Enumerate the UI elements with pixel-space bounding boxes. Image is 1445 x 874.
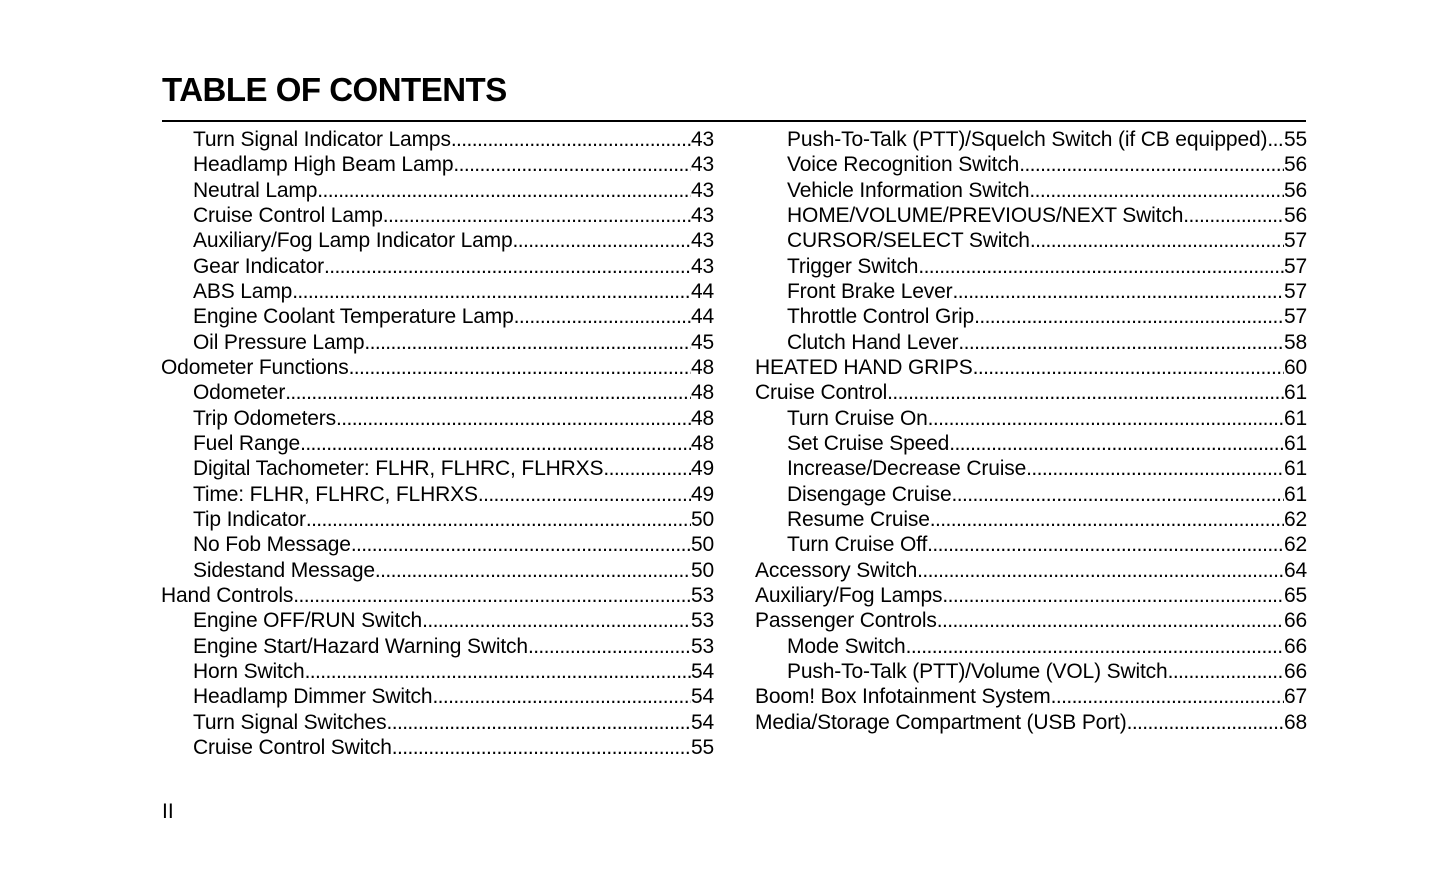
toc-entry-page: 54 bbox=[690, 659, 714, 683]
toc-entry-page: 43 bbox=[690, 178, 714, 202]
toc-section-entry[interactable] bbox=[755, 380, 1307, 405]
dot-leader bbox=[927, 532, 1284, 557]
toc-entry-page: 61 bbox=[1283, 381, 1307, 405]
toc-entry-page: 60 bbox=[1283, 355, 1307, 379]
dot-leader bbox=[451, 127, 691, 152]
toc-entry-label: Accessory Switch bbox=[755, 558, 918, 582]
toc-subsection-entry[interactable] bbox=[161, 380, 714, 405]
toc-entry-label: Cruise Control bbox=[755, 381, 888, 405]
toc-entry-label: Throttle Control Grip bbox=[787, 305, 975, 329]
toc-subsection-entry[interactable] bbox=[161, 532, 714, 557]
toc-entry-label: Boom! Box Infotainment System bbox=[755, 685, 1051, 709]
dot-leader bbox=[930, 507, 1284, 532]
toc-entry-page: 55 bbox=[690, 735, 714, 759]
dot-leader bbox=[375, 558, 691, 583]
toc-entry-label: Odometer bbox=[193, 381, 286, 405]
dot-leader bbox=[953, 279, 1284, 304]
toc-entry-label: Set Cruise Speed bbox=[787, 431, 950, 455]
toc-entry-label: Engine Start/Hazard Warning Switch bbox=[193, 634, 528, 658]
toc-entry-label: Turn Cruise Off bbox=[787, 533, 928, 557]
toc-entry-page: 48 bbox=[690, 355, 714, 379]
toc-entry-page: 56 bbox=[1283, 203, 1307, 227]
toc-subsection-entry[interactable] bbox=[161, 254, 714, 279]
toc-entry-page: 62 bbox=[1283, 533, 1307, 557]
dot-leader bbox=[293, 583, 691, 608]
dot-leader bbox=[1267, 127, 1284, 152]
dot-leader bbox=[478, 482, 691, 507]
toc-entry-page: 53 bbox=[690, 583, 714, 607]
toc-entry-label: Auxiliary/Fog Lamps bbox=[755, 583, 943, 607]
toc-entry-label: Cruise Control Switch bbox=[193, 735, 392, 759]
toc-entry-page: 43 bbox=[690, 128, 714, 151]
toc-entry-page: 66 bbox=[1283, 659, 1307, 683]
toc-subsection-entry[interactable] bbox=[161, 203, 714, 228]
toc-entry-label: Fuel Range bbox=[193, 431, 301, 455]
toc-entry-page: 57 bbox=[1283, 229, 1307, 253]
toc-subsection-entry[interactable] bbox=[161, 431, 714, 456]
toc-entry-label: No Fob Message bbox=[193, 533, 351, 557]
toc-entry-page: 48 bbox=[690, 431, 714, 455]
toc-entry-label: Hand Controls bbox=[161, 583, 294, 607]
dot-leader bbox=[349, 355, 691, 380]
dot-leader bbox=[351, 532, 691, 557]
dot-leader bbox=[514, 304, 691, 329]
toc-entry-page: 43 bbox=[690, 203, 714, 227]
toc-entry-label: Media/Storage Compartment (USB Port) bbox=[755, 710, 1127, 734]
dot-leader bbox=[528, 634, 691, 659]
toc-subsection-entry[interactable] bbox=[755, 634, 1307, 659]
dot-leader bbox=[432, 684, 691, 709]
dot-leader bbox=[1168, 659, 1284, 684]
toc-subsection-entry[interactable] bbox=[161, 304, 714, 329]
toc-subsection-entry[interactable] bbox=[755, 532, 1307, 557]
toc-entry-label: Disengage Cruise bbox=[787, 482, 952, 506]
toc-entry-page: 56 bbox=[1283, 178, 1307, 202]
dot-leader bbox=[317, 178, 691, 203]
toc-entry-label: Turn Signal Indicator Lamps bbox=[193, 128, 451, 151]
toc-entry-label: Headlamp Dimmer Switch bbox=[193, 685, 433, 709]
toc-subsection-entry[interactable] bbox=[755, 456, 1307, 481]
dot-leader bbox=[392, 735, 691, 760]
dot-leader bbox=[285, 380, 691, 405]
toc-subsection-entry[interactable] bbox=[161, 507, 714, 532]
dot-leader bbox=[453, 152, 691, 177]
toc-entry-label: Front Brake Lever bbox=[787, 279, 953, 303]
toc-entry-page: 48 bbox=[690, 406, 714, 430]
toc-left-column bbox=[161, 127, 714, 760]
toc-subsection-entry[interactable] bbox=[161, 659, 714, 684]
toc-subsection-entry[interactable] bbox=[161, 482, 714, 507]
toc-entry-page: 61 bbox=[1283, 406, 1307, 430]
toc-entry-label: Resume Cruise bbox=[787, 507, 930, 531]
toc-entry-label: Push-To-Talk (PTT)/Squelch Switch (if CB equipped) bbox=[787, 128, 1268, 151]
toc-subsection-entry[interactable] bbox=[755, 330, 1307, 355]
toc-subsection-entry[interactable] bbox=[755, 228, 1307, 253]
dot-leader bbox=[292, 279, 691, 304]
dot-leader bbox=[942, 583, 1284, 608]
toc-entry-page: 56 bbox=[1283, 153, 1307, 177]
dot-leader bbox=[603, 456, 691, 481]
toc-subsection-entry[interactable] bbox=[161, 152, 714, 177]
toc-entry-label: Vehicle Information Switch bbox=[787, 178, 1030, 202]
dot-leader bbox=[1030, 228, 1284, 253]
toc-subsection-entry[interactable] bbox=[755, 127, 1307, 152]
toc-section-entry[interactable] bbox=[161, 583, 714, 608]
dot-leader bbox=[906, 634, 1284, 659]
toc-entry-label: Clutch Hand Lever bbox=[787, 330, 959, 354]
toc-entry-page: 48 bbox=[690, 381, 714, 405]
toc-entry-label: HOME/VOLUME/PREVIOUS/NEXT Switch bbox=[787, 203, 1184, 227]
toc-entry-page: 57 bbox=[1283, 279, 1307, 303]
dot-leader bbox=[364, 330, 691, 355]
toc-entry-page: 57 bbox=[1283, 254, 1307, 278]
dot-leader bbox=[386, 710, 690, 735]
toc-entry-page: 44 bbox=[690, 305, 714, 329]
dot-leader bbox=[958, 330, 1284, 355]
toc-subsection-entry[interactable] bbox=[161, 608, 714, 633]
toc-entry-page: 49 bbox=[690, 457, 714, 481]
page-number: II bbox=[162, 800, 174, 823]
toc-entry-label: Auxiliary/Fog Lamp Indicator Lamp bbox=[193, 229, 513, 253]
toc-entry-label: Push-To-Talk (PTT)/Volume (VOL) Switch bbox=[787, 659, 1168, 683]
dot-leader bbox=[324, 254, 691, 279]
dot-leader bbox=[300, 431, 691, 456]
toc-entry-page: 68 bbox=[1283, 710, 1307, 734]
toc-entry-label: Oil Pressure Lamp bbox=[193, 330, 365, 354]
dot-leader bbox=[1029, 178, 1284, 203]
toc-entry-page: 50 bbox=[690, 533, 714, 557]
toc-entry-label: CURSOR/SELECT Switch bbox=[787, 229, 1030, 253]
toc-entry-page: 49 bbox=[690, 482, 714, 506]
dot-leader bbox=[513, 228, 691, 253]
toc-entry-page: 61 bbox=[1283, 431, 1307, 455]
toc-entry-page: 65 bbox=[1283, 583, 1307, 607]
toc-entry-label: Digital Tachometer: FLHR, FLHRC, FLHRXS bbox=[193, 457, 604, 481]
dot-leader bbox=[305, 659, 691, 684]
toc-entry-label: Turn Signal Switches bbox=[193, 710, 387, 734]
toc-subsection-entry[interactable] bbox=[755, 152, 1307, 177]
toc-entry-page: 67 bbox=[1283, 685, 1307, 709]
toc-entry-page: 53 bbox=[690, 609, 714, 633]
toc-entry-page: 66 bbox=[1283, 634, 1307, 658]
toc-section-entry[interactable] bbox=[755, 608, 1307, 633]
dot-leader bbox=[306, 507, 691, 532]
toc-subsection-entry[interactable] bbox=[161, 456, 714, 481]
toc-subsection-entry[interactable] bbox=[755, 507, 1307, 532]
title-rule bbox=[162, 120, 1306, 122]
toc-entry-page: 44 bbox=[690, 279, 714, 303]
toc-entry-page: 54 bbox=[690, 710, 714, 734]
toc-section-entry[interactable] bbox=[755, 583, 1307, 608]
toc-entry-page: 43 bbox=[690, 153, 714, 177]
dot-leader bbox=[1019, 152, 1284, 177]
dot-leader bbox=[1051, 684, 1284, 709]
toc-subsection-entry[interactable] bbox=[161, 558, 714, 583]
dot-leader bbox=[973, 355, 1284, 380]
toc-subsection-entry[interactable] bbox=[755, 304, 1307, 329]
toc-entry-label: Increase/Decrease Cruise bbox=[787, 457, 1027, 481]
toc-entry-label: Engine Coolant Temperature Lamp bbox=[193, 305, 514, 329]
toc-entry-page: 64 bbox=[1283, 558, 1307, 582]
toc-entry-page: 53 bbox=[690, 634, 714, 658]
toc-subsection-entry[interactable] bbox=[161, 228, 714, 253]
dot-leader bbox=[1127, 710, 1284, 735]
toc-entry-label: Trip Odometers bbox=[193, 406, 336, 430]
toc-entry-page: 61 bbox=[1283, 457, 1307, 481]
dot-leader bbox=[928, 406, 1284, 431]
toc-entry-page: 66 bbox=[1283, 609, 1307, 633]
toc-subsection-entry[interactable] bbox=[161, 710, 714, 735]
toc-entry-label: Time: FLHR, FLHRC, FLHRXS bbox=[193, 482, 478, 506]
toc-section-entry[interactable] bbox=[755, 355, 1307, 380]
toc-entry-label: Trigger Switch bbox=[787, 254, 919, 278]
toc-section-entry[interactable] bbox=[161, 355, 714, 380]
toc-subsection-entry[interactable] bbox=[755, 431, 1307, 456]
toc-entry-label: Passenger Controls bbox=[755, 609, 937, 633]
dot-leader bbox=[952, 482, 1284, 507]
dot-leader bbox=[1026, 456, 1284, 481]
toc-subsection-entry[interactable] bbox=[161, 735, 714, 760]
toc-subsection-entry[interactable] bbox=[161, 127, 714, 152]
toc-entry-page: 45 bbox=[690, 330, 714, 354]
toc-subsection-entry[interactable] bbox=[161, 279, 714, 304]
toc-entry-label: HEATED HAND GRIPS bbox=[755, 355, 973, 379]
dot-leader bbox=[887, 380, 1284, 405]
dot-leader bbox=[422, 608, 691, 633]
dot-leader bbox=[1183, 203, 1284, 228]
toc-right-column bbox=[755, 127, 1307, 735]
page-title: TABLE OF CONTENTS bbox=[162, 71, 507, 108]
toc-entry-label: Odometer Functions bbox=[161, 355, 349, 379]
dot-leader bbox=[918, 254, 1284, 279]
toc-subsection-entry[interactable] bbox=[755, 406, 1307, 431]
toc-entry-page: 43 bbox=[690, 229, 714, 253]
toc-entry-label: Engine OFF/RUN Switch bbox=[193, 609, 423, 633]
toc-entry-label: Turn Cruise On bbox=[787, 406, 928, 430]
toc-subsection-entry[interactable] bbox=[755, 203, 1307, 228]
toc-entry-label: ABS Lamp bbox=[193, 279, 293, 303]
toc-entry-page: 61 bbox=[1283, 482, 1307, 506]
toc-entry-label: Tip Indicator bbox=[193, 507, 306, 531]
toc-entry-label: Gear Indicator bbox=[193, 254, 324, 278]
toc-subsection-entry[interactable] bbox=[161, 178, 714, 203]
dot-leader bbox=[974, 304, 1284, 329]
toc-section-entry[interactable] bbox=[755, 558, 1307, 583]
dot-leader bbox=[937, 608, 1284, 633]
toc-section-entry[interactable] bbox=[755, 684, 1307, 709]
toc-subsection-entry[interactable] bbox=[755, 482, 1307, 507]
toc-subsection-entry[interactable] bbox=[755, 178, 1307, 203]
toc-entry-page: 50 bbox=[690, 558, 714, 582]
dot-leader bbox=[917, 558, 1284, 583]
toc-subsection-entry[interactable] bbox=[755, 659, 1307, 684]
toc-entry-label: Mode Switch bbox=[787, 634, 906, 658]
toc-entry-page: 54 bbox=[690, 685, 714, 709]
toc-entry-page: 43 bbox=[690, 254, 714, 278]
toc-subsection-entry[interactable] bbox=[161, 406, 714, 431]
toc-subsection-entry[interactable] bbox=[161, 330, 714, 355]
toc-entry-label: Voice Recognition Switch bbox=[787, 153, 1020, 177]
toc-entry-page: 58 bbox=[1283, 330, 1307, 354]
toc-entry-label: Neutral Lamp bbox=[193, 178, 318, 202]
toc-subsection-entry[interactable] bbox=[161, 684, 714, 709]
toc-entry-label: Horn Switch bbox=[193, 659, 305, 683]
dot-leader bbox=[336, 406, 691, 431]
toc-subsection-entry[interactable] bbox=[161, 634, 714, 659]
toc-section-entry[interactable] bbox=[755, 710, 1307, 735]
toc-subsection-entry[interactable] bbox=[755, 279, 1307, 304]
toc-entry-page: 62 bbox=[1283, 507, 1307, 531]
toc-entry-page: 57 bbox=[1283, 305, 1307, 329]
toc-entry-label: Sidestand Message bbox=[193, 558, 375, 582]
toc-entry-page: 55 bbox=[1283, 128, 1307, 151]
dot-leader bbox=[383, 203, 691, 228]
toc-entry-page: 50 bbox=[690, 507, 714, 531]
toc-subsection-entry[interactable] bbox=[755, 254, 1307, 279]
toc-entry-label: Headlamp High Beam Lamp bbox=[193, 153, 454, 177]
toc-entry-label: Cruise Control Lamp bbox=[193, 203, 383, 227]
dot-leader bbox=[949, 431, 1284, 456]
